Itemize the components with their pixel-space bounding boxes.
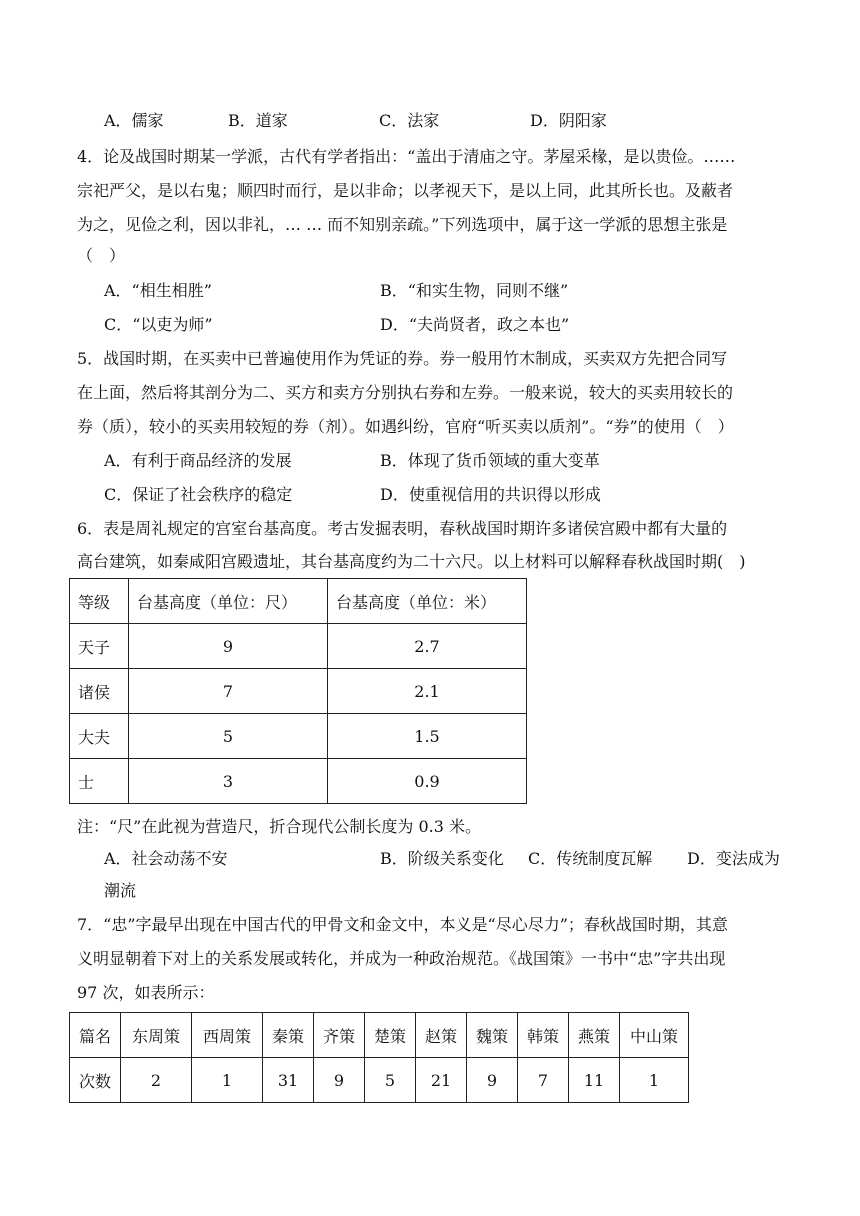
table-cell: 2 [121,1058,192,1103]
q5-option-c: C．保证了社会秩序的稳定 [104,485,293,504]
table-cell: 1 [192,1058,263,1103]
table-header-cell: 齐策 [314,1013,365,1058]
q3-option-a: A．儒家 [104,111,164,130]
table-cell: 2.1 [328,669,527,714]
q7-loyalty-count-table [69,1012,689,1103]
q5-line-3: 券（质），较小的买卖用较短的券（剂）。如遇纠纷，官府“听买卖以质剂”。“券”的使用（ ） [77,417,734,436]
table-header-cell: 秦策 [263,1013,314,1058]
q5-option-d: D．使重视信用的共识得以形成 [380,485,601,504]
q6-option-d: D．变法成为 [687,849,780,868]
q6-line-1: 6．表是周礼规定的宫室台基高度。考古发掘表明，春秋战国时期许多诸侯宫殿中都有大量的 [77,519,728,538]
q4-option-c: C．“以吏为师” [104,315,213,334]
q3-option-b: B．道家 [228,111,288,130]
table-header-cell: 魏策 [467,1013,518,1058]
table-cell: 1.5 [328,714,527,759]
table-header-cell: 赵策 [416,1013,467,1058]
q4-option-a: A．“相生相胜” [104,281,212,300]
q6-option-c: C．传统制度瓦解 [528,849,653,868]
table-cell: 7 [518,1058,569,1103]
q4-option-b: B．“和实生物，同则不继” [380,281,569,300]
table-cell: 天子 [70,624,129,669]
q7-line-2: 义明显朝着下对上的关系发展或转化，并成为一种政治规范。《战国策》一书中“忠”字共出现 [77,949,726,968]
table-cell: 3 [129,759,328,804]
table-cell: 士 [70,759,129,804]
q4-option-d: D．“夫尚贤者，政之本也” [380,315,570,334]
table-row [70,624,527,669]
q5-option-b: B．体现了货币领域的重大变革 [380,451,600,470]
table-header-cell: 等级 [70,579,129,624]
table-row [70,1058,689,1103]
table-cell: 5 [365,1058,416,1103]
table-cell: 7 [129,669,328,714]
table-header-cell: 台基高度（单位：尺） [129,579,328,624]
table-cell: 21 [416,1058,467,1103]
table-header-cell: 中山策 [620,1013,689,1058]
q6-option-a: A．社会动荡不安 [104,849,228,868]
table-cell: 11 [569,1058,620,1103]
table-cell: 1 [620,1058,689,1103]
table-header-row [70,1013,689,1058]
table-header-cell: 篇名 [70,1013,121,1058]
q3-option-c: C．法家 [379,111,440,130]
q6-platform-height-table [69,578,527,804]
table-header-cell: 楚策 [365,1013,416,1058]
table-header-cell: 韩策 [518,1013,569,1058]
q5-line-2: 在上面，然后将其剖分为二、买方和卖方分别执右券和左券。一般来说，较大的买卖用较长的 [77,383,734,402]
table-cell: 9 [129,624,328,669]
table-cell: 31 [263,1058,314,1103]
q4-line-1: 4．论及战国时期某一学派，古代有学者指出：“盖出于清庙之守。茅屋采椽，是以贵俭。…… [77,147,736,166]
table-row [70,759,527,804]
table-row [70,714,527,759]
table-cell: 9 [467,1058,518,1103]
q6-option-b: B．阶级关系变化 [380,849,504,868]
table-cell: 次数 [70,1058,121,1103]
table-header-cell: 台基高度（单位：米） [328,579,527,624]
q3-option-d: D．阴阳家 [530,111,607,130]
q4-line-4: （ ） [77,246,126,265]
table-cell: 5 [129,714,328,759]
table-header-cell: 燕策 [569,1013,620,1058]
table-row [70,669,527,714]
table-cell: 0.9 [328,759,527,804]
q5-option-a: A．有利于商品经济的发展 [104,451,292,470]
q6-line-2: 高台建筑，如秦咸阳宫殿遗址，其台基高度约为二十六尺。以上材料可以解释春秋战国时期( ) [77,552,746,571]
q7-line-1: 7．“忠”字最早出现在中国古代的甲骨文和金文中，本义是“尽心尽力”；春秋战国时期，其意 [77,915,728,934]
q7-line-3: 97 次，如表所示： [77,983,215,1002]
q4-line-2: 宗祀严父，是以右鬼；顺四时而行，是以非命；以孝视天下，是以上同，此其所长也。及蔽者 [77,181,734,200]
table-cell: 大夫 [70,714,129,759]
table-cell: 2.7 [328,624,527,669]
table-cell: 诸侯 [70,669,129,714]
table-cell: 9 [314,1058,365,1103]
q5-line-1: 5．战国时期，在买卖中已普遍使用作为凭证的券。券一般用竹木制成，买卖双方先把合同写 [77,349,728,368]
table-header-row [70,579,527,624]
q6-option-d-continued: 潮流 [104,881,137,900]
q4-line-3: 为之，见俭之利，因以非礼，… … 而不知别亲疏。”下列选项中，属于这一学派的思想主张是 [77,215,728,234]
table-header-cell: 东周策 [121,1013,192,1058]
table-header-cell: 西周策 [192,1013,263,1058]
q6-table-note: 注：“尺”在此视为营造尺，折合现代公制长度为 0.3 米。 [77,817,481,836]
